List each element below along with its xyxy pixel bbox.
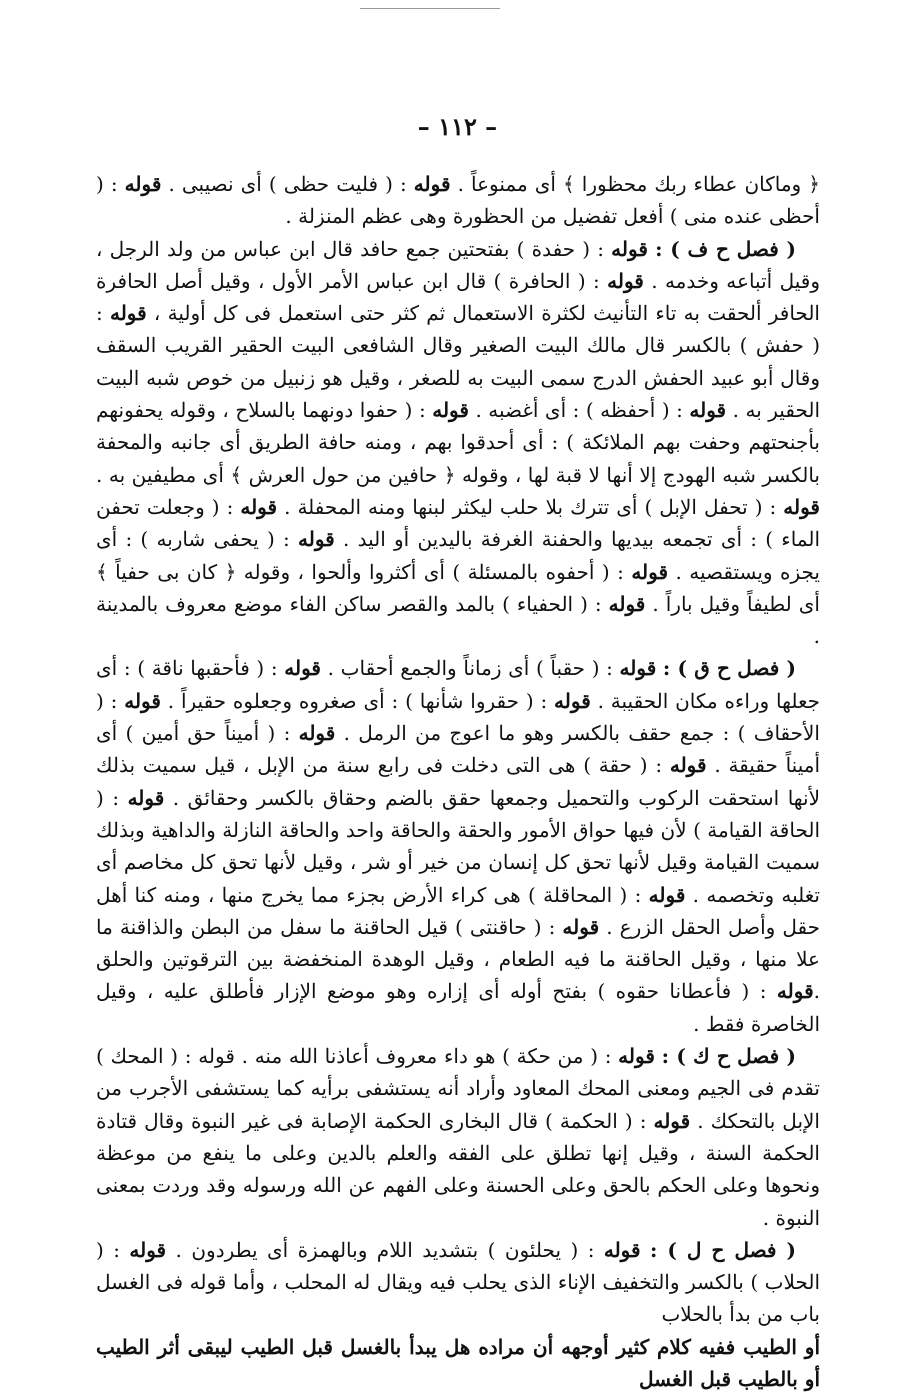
text-run: : ( حقة ) هى التى دخلت فى رابع سنة من الإبل ، قيل سميت بذلك لأنها استحقت الركوب والتحميل وجمعها حقق بالضم وحقاق بالكسر وحقائق . (96, 753, 820, 810)
text-run: : ( حاقنتى ) قيل الحاقنة ما سفل من البطن والذاقنة ما علا منها ، وقيل الحاقنة ما فيه الطعام ، وقيل الوهدة المنخفضة بين الترقوتين والحلق . (96, 914, 820, 1004)
paragraph (96, 652, 820, 1040)
keyword: قوله (608, 591, 646, 616)
keyword: قوله (127, 785, 165, 810)
keyword: قوله (776, 979, 814, 1004)
page-number: – ١١٢ – (417, 112, 498, 141)
text-run: : ( أميناً حق أمين ) أى أميناً حقيقة . (96, 721, 821, 778)
paragraph (96, 168, 820, 233)
keyword: قوله (618, 1044, 655, 1069)
text-run: : ( حفدة ) بفتحتين جمع حافد قال ابن عباس من ولد الرجل ، وقيل أتباعه وخدمه . (96, 236, 820, 293)
keyword: قوله (284, 656, 321, 681)
keyword: قوله (109, 301, 147, 326)
text-run: ﴿ وماكان عطاء ربك محظورا ﴾ أى ممنوعاً . (450, 172, 820, 196)
text-run: : ( أحفوه بالمسئلة ) أى أكثروا وألحوا ، وقوله ﴿ كان بى حفياً ﴾ أى لطيفاً وقيل باراً . (96, 559, 820, 616)
text-run (641, 1238, 650, 1262)
body-text (96, 168, 820, 1395)
text-run: : ( فأحقبها ناقة ) : أى جعلها وراءه مكان الحقيبة . (96, 656, 820, 713)
text-run: أو الطيب ففيه كلام كثير أوجهه أن مراده هل يبدأ بالغسل قبل الطيب ليبقى أثر الطيب أو بالطيب قبل الغسل (96, 1334, 820, 1391)
keyword: قوله (631, 559, 669, 584)
text-run: : ( فأعطانا حقوه ) بفتح أوله أى إزاره وهو موضع الإزار فأطلق عليه ، وقيل الخاصرة فقط . (96, 979, 820, 1036)
text-run: : ( أحظى عنده منى ) أفعل تفضيل من الحظورة وهى عظم المنزلة . (96, 172, 820, 229)
keyword: قوله (413, 172, 451, 196)
keyword: قوله (783, 494, 820, 519)
text-run: : ( حقباً ) أى زماناً والجمع أحقاب . (321, 656, 620, 681)
keyword: قوله (562, 914, 600, 939)
text-run: : ( أحفظه ) : أى أغضبه . (468, 398, 690, 423)
text-run: : ( وجعلت تحفن الماء ) : أى تجمعه بيديها والحفنة الغرفة باليدين أو اليد . (96, 494, 821, 552)
keyword: قوله (607, 268, 644, 293)
paragraph (96, 1040, 820, 1234)
text-run: : ( من حكة ) هو داء معروف أعاذنا الله منه . قوله : ( المحك ) تقدم فى الجيم ومعنى المحك المعاود وأراد أنه يستشفى برأيه كما يستشفى الأجرب من الإبل بالتحكك . (96, 1044, 820, 1133)
text-run: : ( فليت حظى ) أى نصيبى . (161, 172, 414, 196)
keyword: ( فصل ح ف ) : (655, 236, 796, 261)
keyword: قوله (619, 656, 657, 681)
keyword: قوله (689, 398, 727, 423)
keyword: قوله (653, 1108, 691, 1133)
keyword: ( فصل ح ق ) : (662, 656, 796, 681)
text-run: : ( يحلئون ) بتشديد اللام وبالهمزة أى يطردون . (166, 1237, 604, 1262)
text-run: : ( حفش ) بالكسر قال مالك البيت الصغير وقال الشافعى البيت الحقير القريب السقف وقال أبو عبيد الحفش الدرج سمى البيت به للصغر ، وقيل هو زنبيل من خوص شبه البيت الحقير به . (96, 301, 821, 423)
keyword: قوله (603, 1237, 641, 1262)
keyword: قوله (298, 721, 336, 746)
text-run: : ( المحاقلة ) هى كراء الأرض بجزء مما يخرج منها ، ومنه كنا أهل حقل وأصل الحقل الزرع . (96, 882, 820, 939)
text-run: : ( يحفى شاربه ) : أى يجزه ويستقصيه . (96, 527, 820, 584)
text-run: : ( تحفل الإبل ) أى تترك بلا حلب ليكثر لبنها ومنه المحفلة . (277, 494, 784, 519)
paragraph (96, 233, 820, 653)
text-run (656, 656, 663, 680)
text-run: : ( الحافرة ) قال ابن عباس الأمر الأول ، وقيل أصل الحافرة الحافر ألحقت به تاء التأنيث لكثرة الاستعمال ثم كثر حتى استعمل فى كل أولية ، (96, 268, 820, 326)
text-run: : ( الحلاب ) بالكسر والتخفيف الإناء الذى يحلب فيه ويقال له المحلب ، وأما قوله فى الغسل باب من بدأ بالحلاب (96, 1237, 820, 1327)
keyword: قوله (648, 882, 686, 907)
keyword: قوله (124, 688, 161, 713)
text-run: : ( الأحقاف ) : جمع حقف بالكسر وهو ما اعوج من الرمل . (96, 688, 820, 746)
keyword: ( فصل ح ل ) : (650, 1237, 796, 1262)
text-run (655, 1044, 662, 1068)
keyword: قوله (669, 753, 707, 778)
paragraph (96, 1331, 820, 1395)
keyword: قوله (611, 236, 648, 261)
text-run (648, 237, 655, 261)
text-run: : ( الحاقة القيامة ) لأن فيها حواق الأمور والحقة والحاقة واحد والحاقة النازلة والداهية وبذلك سميت القيامة وقيل لأنها تحق كل إنسان من خير أو شر ، وقيل لأنها تحق كل مخاصم أى تغلبه وتخصمه . (96, 785, 820, 907)
keyword: قوله (554, 688, 591, 713)
text-run: : ( حقروا شأنها ) : أى صغروه وجعلوه حقيراً . (160, 688, 555, 713)
keyword: ( فصل ح ك ) : (661, 1044, 797, 1069)
text-run: : ( الحفياء ) بالمد والقصر ساكن الفاء موضع معروف بالمدينة . (96, 591, 820, 649)
text-run: : ( الحكمة ) قال البخارى الحكمة الإصابة فى غير النبوة وقال قتادة الحكمة السنة ، وقيل إنها تطلق على الفقه والعلم بالدين وعلى ما ينفع من موعظة ونحوها وعلى الحكم بالحق وعلى الحسنة وعلى الفهم عن الله ورسوله وقد وردت بمعنى النبوة . (96, 1108, 820, 1230)
keyword: قوله (129, 1237, 167, 1262)
paragraph (96, 1234, 820, 1331)
keyword: قوله (298, 527, 335, 552)
text-run: : ( حفوا دونهما بالسلاح ، وقوله يحفونهم بأجنحتهم وحفت بهم الملائكة ) : أى أحدقوا بهم ، ومنه حافة الطريق أى جانبه والمحفة بالكسر شبه الهودج إلا أنها لا قبة لها ، وقوله ﴿ حافين من حول العرش ﴾ أى مطيفين به . (96, 398, 820, 487)
keyword: قوله (124, 172, 162, 196)
keyword: قوله (432, 398, 469, 423)
keyword: قوله (240, 494, 278, 519)
top-rule (360, 8, 500, 9)
